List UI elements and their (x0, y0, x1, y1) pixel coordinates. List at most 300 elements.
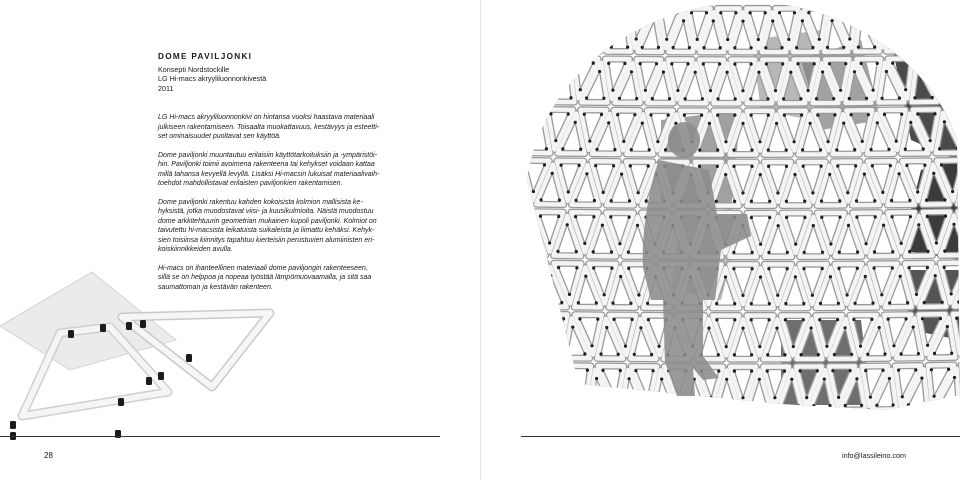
bolt (540, 249, 543, 252)
triangle-frame (586, 421, 609, 461)
bolt (528, 317, 531, 320)
bolt (717, 353, 720, 356)
triangle-frame (527, 369, 551, 409)
bolt (557, 344, 560, 347)
bolt (941, 301, 944, 304)
bolt (607, 121, 610, 124)
triangle-frame (892, 7, 915, 47)
bolt (632, 455, 635, 458)
bolt (833, 353, 836, 356)
bolt (802, 429, 805, 432)
bolt (558, 199, 561, 202)
bolt (602, 455, 605, 458)
triangle-frame (543, 58, 567, 98)
bolt (644, 89, 647, 92)
bolt (527, 147, 530, 150)
bolt (756, 447, 759, 450)
bolt (661, 455, 664, 458)
bolt (526, 300, 529, 303)
bolt (827, 420, 830, 423)
bolt (601, 224, 604, 227)
triangle-frame (951, 57, 960, 97)
bolt (858, 420, 861, 423)
bolt (871, 164, 874, 167)
bolt (917, 223, 920, 226)
bolt (915, 293, 918, 296)
bolt (750, 148, 753, 151)
bolt (767, 148, 770, 151)
bolt (579, 88, 582, 91)
bolt (929, 139, 932, 142)
bolt (855, 199, 858, 202)
bolt (749, 97, 752, 100)
bolt (934, 419, 937, 422)
paragraph-line: hin. Paviljonki toimii avoimena rakenteena tai kehykset voidaan kattaa (158, 161, 375, 169)
bolt (759, 173, 762, 176)
bolt (885, 70, 888, 73)
bolt (838, 199, 841, 202)
triangle-frame (886, 11, 910, 51)
bolt (818, 38, 821, 41)
bolt (800, 353, 803, 356)
bolt (694, 71, 697, 74)
bolt (566, 69, 569, 72)
bolt (889, 420, 892, 423)
contact-email: info@lassileino.com (841, 451, 906, 460)
bolt (795, 46, 798, 49)
triangle-frame (777, 418, 801, 458)
bolt (802, 302, 805, 305)
bolt (682, 19, 685, 22)
bolt (799, 97, 802, 100)
bolt (882, 224, 885, 227)
bolt (841, 420, 844, 423)
triangle-frame (703, 422, 726, 462)
bolt (719, 46, 722, 49)
paragraph-line: set ominaisuudet puoltavat sen käyttöä. (158, 133, 281, 141)
bolt (943, 198, 946, 201)
triangle-frame (514, 109, 540, 149)
bolt (623, 404, 626, 407)
bolt (907, 61, 910, 64)
bolt (608, 404, 611, 407)
bolt (872, 420, 875, 423)
bolt (633, 353, 636, 356)
bolt (749, 456, 752, 459)
bolt (860, 62, 863, 65)
bolt (687, 421, 690, 424)
bolt (690, 455, 693, 458)
bolt (641, 46, 644, 49)
bolt (810, 326, 813, 329)
bolt (864, 428, 867, 431)
bolt (801, 19, 804, 22)
bolt (848, 97, 851, 100)
triangle-frame (907, 420, 930, 460)
bolt (578, 164, 581, 167)
bolt (724, 275, 727, 278)
bolt (817, 353, 820, 356)
triangle-frame (644, 421, 667, 461)
bolt (934, 446, 937, 449)
bolt (837, 302, 840, 305)
bolt (622, 140, 625, 143)
triangle-frame (790, 422, 813, 462)
bolt (578, 317, 581, 320)
bolt (727, 447, 730, 450)
paragraph-line: sien toisiinsa kiinnitys tapahtuu kierteisiin perustuvien alumiinisten eri- (158, 236, 375, 244)
triangle-frame (501, 211, 529, 251)
bolt (768, 302, 771, 305)
paragraph-line: LG Hi-macs akryyliluonnonkivi on hintansa vuoksi haastava materiaali (158, 114, 375, 122)
bolt (628, 216, 631, 219)
bolt (923, 164, 926, 167)
bolt (532, 190, 535, 193)
bolt (757, 71, 760, 74)
bolt (925, 10, 928, 13)
bolt (905, 317, 908, 320)
bolt (807, 11, 810, 14)
bolt (733, 200, 736, 203)
bolt (786, 267, 789, 270)
bolt (853, 148, 856, 151)
bolt (792, 345, 795, 348)
bolt (847, 224, 850, 227)
triangle-frame (936, 419, 960, 459)
bolt (519, 95, 522, 98)
bolt (637, 293, 640, 296)
bolt (815, 97, 818, 100)
bolt (560, 301, 563, 304)
bolt (944, 215, 947, 218)
meta-line: Konsepti Nordstockille (158, 65, 230, 74)
bolt (628, 199, 631, 202)
triangle-frame (790, 422, 813, 462)
bolt (647, 318, 650, 321)
bolt (698, 148, 701, 151)
bolt (630, 70, 633, 73)
triangle-frame (501, 164, 528, 204)
bolt (772, 429, 775, 432)
bolt (558, 427, 561, 430)
bolt (794, 275, 797, 278)
bolt (860, 19, 863, 22)
bolt (900, 242, 903, 245)
bolt (726, 38, 729, 41)
bolt (837, 396, 840, 399)
bolt (943, 266, 946, 269)
triangle-frame (777, 418, 801, 458)
bolt (552, 96, 555, 99)
bolt (838, 251, 841, 254)
bolt (636, 224, 639, 227)
bolt (686, 404, 689, 407)
paragraph-line: hyksistä, jotka muodostavat viisi- ja kuusikulmioita. Näistä muodostuu (158, 208, 374, 216)
bolt (602, 97, 605, 100)
bolt (718, 421, 721, 424)
bolt (592, 62, 595, 65)
bolt (592, 250, 595, 253)
bolt (583, 352, 586, 355)
triangle-frame (746, 418, 770, 458)
bolt (587, 454, 590, 457)
bolt (854, 164, 857, 167)
bolt (732, 251, 735, 254)
bolt (678, 396, 681, 399)
bolt (733, 318, 736, 321)
bolt (803, 200, 806, 203)
bolt (607, 62, 610, 65)
bolt (874, 215, 877, 218)
bolt (627, 267, 630, 270)
bolt (732, 165, 735, 168)
triangle-frame (761, 422, 784, 462)
bolt (741, 327, 744, 330)
bolt (635, 37, 638, 40)
bolt (733, 114, 736, 117)
bolt (819, 302, 822, 305)
bolt (635, 97, 638, 100)
bolt (623, 62, 626, 65)
bolt (951, 190, 954, 193)
triangle-frame (544, 11, 568, 51)
bolt (823, 378, 826, 381)
bolt (864, 275, 867, 278)
bolt (835, 148, 838, 151)
bolt (574, 121, 577, 124)
bolt (854, 302, 857, 305)
bolt (596, 318, 599, 321)
bolt (549, 112, 552, 115)
bolt (579, 148, 582, 151)
bolt (825, 345, 828, 348)
bolt (602, 10, 605, 13)
bolt (925, 199, 928, 202)
bolt (829, 275, 832, 278)
bolt (799, 369, 802, 372)
bolt (749, 11, 752, 14)
bolt (537, 96, 540, 99)
bolt (908, 199, 911, 202)
bolt (544, 317, 547, 320)
bolt (516, 112, 519, 115)
bolt (750, 318, 753, 321)
bolt (718, 62, 721, 65)
bolt (750, 165, 753, 168)
bolt (836, 165, 839, 168)
bolt (652, 369, 655, 372)
bolt (904, 88, 907, 91)
bolt (784, 318, 787, 321)
bolt (842, 46, 845, 49)
bolt (548, 241, 551, 244)
bolt (783, 353, 786, 356)
bolt (895, 10, 898, 13)
bolt (789, 71, 792, 74)
triangle-frame (601, 8, 624, 48)
bolt (667, 447, 670, 450)
bolt (785, 216, 788, 219)
bolt (828, 173, 831, 176)
triangle-frame (519, 263, 546, 303)
bolt (545, 147, 548, 150)
triangle-frame (715, 418, 739, 458)
bolt (733, 302, 736, 305)
bolt (520, 138, 523, 141)
bolt (808, 455, 811, 458)
bolt (821, 267, 824, 270)
bolt (599, 352, 602, 355)
triangle-frame (601, 8, 624, 48)
bolt (548, 446, 551, 449)
bolt (579, 45, 582, 48)
bolt (537, 325, 540, 328)
bolt (741, 191, 744, 194)
bolt (950, 292, 953, 295)
bolt (750, 353, 753, 356)
bolt (664, 148, 667, 151)
bolt (504, 198, 507, 201)
bolt (575, 266, 578, 269)
bolt (844, 62, 847, 65)
bolt (558, 10, 561, 13)
bolt (850, 113, 853, 116)
bolt (947, 368, 950, 371)
triangle-frame (531, 318, 557, 358)
bolt (750, 63, 753, 66)
bolt (504, 214, 507, 217)
bolt (617, 353, 620, 356)
bolt (879, 37, 882, 40)
bolt (569, 368, 572, 371)
bolt (865, 242, 868, 245)
bolt (807, 89, 810, 92)
triangle-frame (945, 62, 960, 102)
bolt (629, 302, 632, 305)
bolt (818, 318, 821, 321)
bolt (820, 165, 823, 168)
bolt (920, 18, 923, 21)
bolt (866, 353, 869, 356)
bolt (811, 294, 814, 297)
footer-rule (0, 436, 440, 437)
bolt (952, 223, 955, 226)
bolt (766, 97, 769, 100)
bolt (608, 447, 611, 450)
bolt (811, 191, 814, 194)
bolt (793, 11, 796, 14)
bolt (724, 140, 727, 143)
bolt (809, 122, 812, 125)
triangle-frame (948, 10, 960, 50)
bolt (619, 428, 622, 431)
bolt (796, 421, 799, 424)
bolt (870, 318, 873, 321)
bolt (767, 165, 770, 168)
bolt (950, 112, 953, 115)
triangle-frame (575, 11, 599, 51)
bolt (805, 396, 808, 399)
bolt (914, 368, 917, 371)
bolt (725, 345, 728, 348)
bolt (750, 216, 753, 219)
bolt (822, 11, 825, 14)
right-page (481, 0, 960, 480)
bolt (910, 10, 913, 13)
bolt (655, 62, 658, 65)
bolt (925, 427, 928, 430)
bolt (566, 352, 569, 355)
bolt (525, 163, 528, 166)
bolt (776, 294, 779, 297)
bolt (844, 326, 847, 329)
bolt (613, 148, 616, 151)
bolt (610, 199, 613, 202)
bolt (741, 20, 744, 23)
triangle-frame (761, 422, 784, 462)
bolt (767, 267, 770, 270)
bolt (845, 447, 848, 450)
bolt (567, 113, 570, 116)
bolt (638, 447, 641, 450)
bolt (696, 38, 699, 41)
bolt (705, 11, 708, 14)
bolt (661, 11, 664, 14)
bolt (891, 250, 894, 253)
triangle-frame (684, 418, 708, 458)
bolt (784, 302, 787, 305)
bolt (578, 446, 581, 449)
bolt (560, 403, 563, 406)
bolt (955, 402, 958, 405)
bolt (935, 44, 938, 47)
bolt (641, 420, 644, 423)
bolt (654, 404, 657, 407)
bolt (926, 344, 929, 347)
bolt (950, 352, 953, 355)
bolt (758, 345, 761, 348)
bolt (660, 378, 663, 381)
bolt (767, 251, 770, 254)
bolt (618, 242, 621, 245)
bolt (921, 317, 924, 320)
triangle-frame (501, 211, 529, 251)
bolt (831, 369, 834, 372)
bolt (888, 377, 891, 380)
bolt (923, 61, 926, 64)
triangle-frame (674, 422, 697, 462)
triangle-frame (557, 420, 580, 460)
bolt (906, 301, 909, 304)
bolt (703, 421, 706, 424)
triangle-frame (558, 369, 582, 409)
bolt (904, 148, 907, 151)
bolt (852, 318, 855, 321)
bolt (734, 456, 737, 459)
bolt (548, 44, 551, 47)
triangle-frame (543, 58, 567, 98)
triangle-frame (644, 421, 667, 461)
triangle-frame (819, 421, 842, 461)
bolt (873, 45, 876, 48)
bolt (891, 267, 894, 270)
bolt (646, 302, 649, 305)
bolt (768, 216, 771, 219)
bolt (783, 114, 786, 117)
bolt (800, 114, 803, 117)
triangle-frame (514, 109, 540, 149)
bolt (778, 11, 781, 14)
